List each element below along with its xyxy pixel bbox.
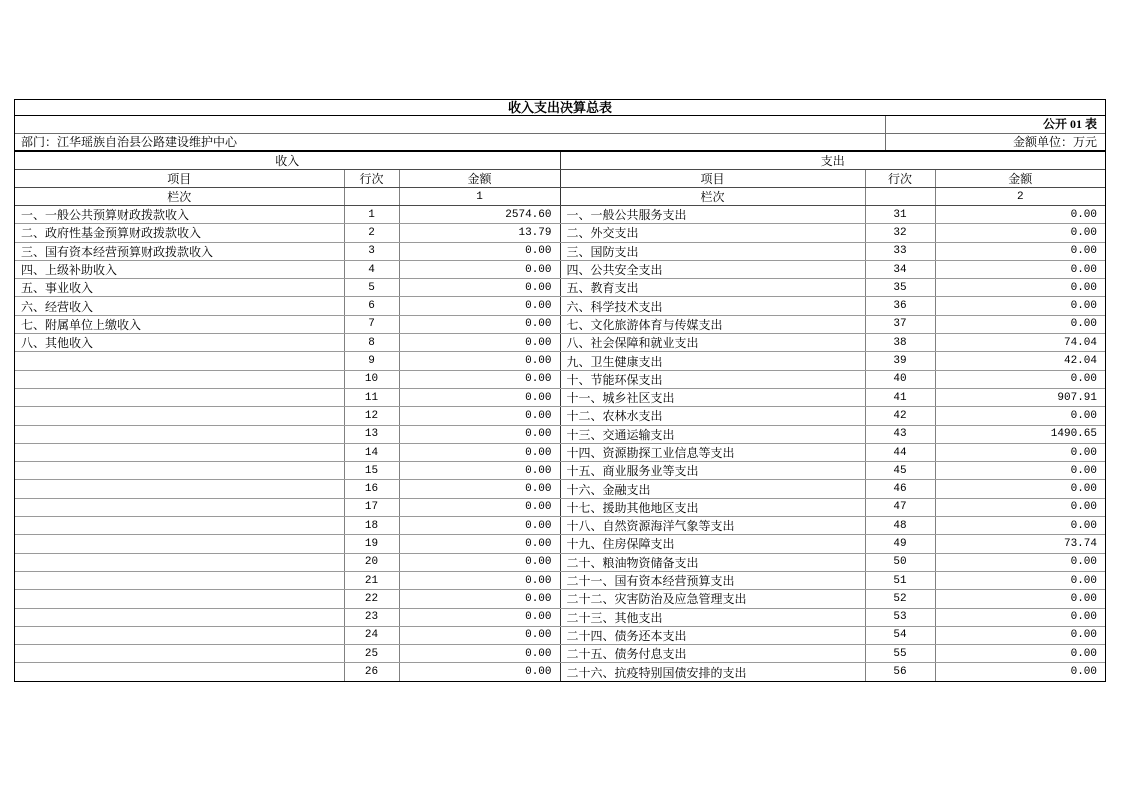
expense-item-label: 九、卫生健康支出 — [560, 352, 865, 370]
table-row — [15, 498, 1105, 516]
income-line-number: 22 — [344, 590, 399, 608]
income-lanci-label: 栏次 — [15, 188, 344, 206]
income-amount-value: 0.00 — [399, 571, 560, 589]
income-line-number: 24 — [344, 626, 399, 644]
income-amount-value: 0.00 — [399, 370, 560, 388]
table-row — [15, 206, 1105, 224]
income-amount-value: 0.00 — [399, 334, 560, 352]
income-amount-column-header: 金额 — [399, 170, 560, 188]
expense-item-label: 十七、援助其他地区支出 — [560, 498, 865, 516]
expense-item-label: 十一、城乡社区支出 — [560, 388, 865, 406]
income-line-number: 16 — [344, 480, 399, 498]
expense-amount-value: 0.00 — [935, 279, 1105, 297]
income-amount-value: 0.00 — [399, 279, 560, 297]
table-row — [15, 608, 1105, 626]
expense-item-label: 十三、交通运输支出 — [560, 425, 865, 443]
expense-line-number: 39 — [865, 352, 935, 370]
expense-line-number: 48 — [865, 517, 935, 535]
table-row — [15, 443, 1105, 461]
expense-amount-value: 74.04 — [935, 334, 1105, 352]
income-item-label — [15, 480, 344, 498]
income-amount-value: 0.00 — [399, 480, 560, 498]
column-header-row — [15, 170, 1105, 188]
expense-amount-value: 0.00 — [935, 608, 1105, 626]
expense-amount-value: 0.00 — [935, 498, 1105, 516]
expense-amount-value: 0.00 — [935, 224, 1105, 242]
income-item-label — [15, 535, 344, 553]
table-row — [15, 370, 1105, 388]
table-row — [15, 462, 1105, 480]
income-amount-value: 0.00 — [399, 517, 560, 535]
expense-amount-column-header: 金额 — [935, 170, 1105, 188]
sheet-number-label: 公开 01 表 — [885, 116, 1105, 133]
income-amount-value: 0.00 — [399, 297, 560, 315]
table-row — [15, 224, 1105, 242]
column-number-row — [15, 188, 1105, 206]
expense-line-number: 42 — [865, 407, 935, 425]
expense-item-label: 十八、自然资源海洋气象等支出 — [560, 517, 865, 535]
expense-line-number: 52 — [865, 590, 935, 608]
expense-item-label: 二十一、国有资本经营预算支出 — [560, 571, 865, 589]
income-item-label — [15, 608, 344, 626]
expense-line-number: 36 — [865, 297, 935, 315]
table-row — [15, 388, 1105, 406]
income-amount-value: 0.00 — [399, 388, 560, 406]
final-accounts-summary-table — [14, 99, 1106, 682]
expense-amount-value: 0.00 — [935, 571, 1105, 589]
income-line-number: 13 — [344, 425, 399, 443]
expense-section-header: 支出 — [560, 152, 1105, 170]
income-amount-value: 0.00 — [399, 462, 560, 480]
expense-column-number: 2 — [935, 188, 1105, 206]
table-row — [15, 663, 1105, 681]
income-section-header: 收入 — [15, 152, 560, 170]
expense-amount-value: 907.91 — [935, 388, 1105, 406]
income-line-number: 4 — [344, 260, 399, 278]
table-row — [15, 315, 1105, 333]
table-row — [15, 517, 1105, 535]
expense-amount-value: 0.00 — [935, 462, 1105, 480]
expense-amount-value: 0.00 — [935, 443, 1105, 461]
income-item-label: 五、事业收入 — [15, 279, 344, 297]
income-line-number: 5 — [344, 279, 399, 297]
income-amount-value: 0.00 — [399, 443, 560, 461]
income-item-label — [15, 645, 344, 663]
income-line-number: 19 — [344, 535, 399, 553]
income-item-label: 二、政府性基金预算财政拨款收入 — [15, 224, 344, 242]
income-line-number: 20 — [344, 553, 399, 571]
expense-amount-value: 0.00 — [935, 242, 1105, 260]
income-item-label — [15, 462, 344, 480]
table-row — [15, 553, 1105, 571]
expense-line-number: 44 — [865, 443, 935, 461]
income-item-label — [15, 425, 344, 443]
expense-item-label: 一、一般公共服务支出 — [560, 206, 865, 224]
income-item-label: 三、国有资本经营预算财政拨款收入 — [15, 242, 344, 260]
expense-amount-value: 0.00 — [935, 297, 1105, 315]
expense-item-label: 十五、商业服务业等支出 — [560, 462, 865, 480]
income-amount-value: 0.00 — [399, 590, 560, 608]
expense-item-label: 十九、住房保障支出 — [560, 535, 865, 553]
income-line-number: 26 — [344, 663, 399, 681]
income-item-label — [15, 370, 344, 388]
table-row — [15, 260, 1105, 278]
expense-item-label: 十六、金融支出 — [560, 480, 865, 498]
expense-line-number: 40 — [865, 370, 935, 388]
income-line-number: 12 — [344, 407, 399, 425]
income-line-number: 21 — [344, 571, 399, 589]
department-label: 部门：江华瑶族自治县公路建设维护中心 — [21, 135, 238, 149]
income-item-label — [15, 517, 344, 535]
income-amount-value: 0.00 — [399, 553, 560, 571]
expense-line-number: 46 — [865, 480, 935, 498]
income-amount-value: 0.00 — [399, 645, 560, 663]
table-row — [15, 352, 1105, 370]
expense-lanci-label: 栏次 — [560, 188, 865, 206]
expense-lanci-empty-cell — [865, 188, 935, 206]
income-lanci-empty-cell — [344, 188, 399, 206]
income-line-number: 1 — [344, 206, 399, 224]
income-line-number: 14 — [344, 443, 399, 461]
expense-item-label: 五、教育支出 — [560, 279, 865, 297]
expense-line-column-header: 行次 — [865, 170, 935, 188]
expense-item-label: 二十三、其他支出 — [560, 608, 865, 626]
income-line-number: 25 — [344, 645, 399, 663]
income-item-label — [15, 352, 344, 370]
expense-line-number: 43 — [865, 425, 935, 443]
expense-item-label: 二十六、抗疫特别国债安排的支出 — [560, 663, 865, 681]
expense-line-number: 38 — [865, 334, 935, 352]
expense-line-number: 55 — [865, 645, 935, 663]
income-item-label: 八、其他收入 — [15, 334, 344, 352]
expense-amount-value: 0.00 — [935, 626, 1105, 644]
expense-amount-value: 0.00 — [935, 206, 1105, 224]
table-row — [15, 279, 1105, 297]
expense-line-number: 45 — [865, 462, 935, 480]
expense-amount-value: 42.04 — [935, 352, 1105, 370]
sheet-number-empty-cell — [15, 116, 885, 133]
expense-item-label: 二十二、灾害防治及应急管理支出 — [560, 590, 865, 608]
income-amount-value: 0.00 — [399, 608, 560, 626]
expense-line-number: 54 — [865, 626, 935, 644]
expense-line-number: 53 — [865, 608, 935, 626]
expense-amount-value: 0.00 — [935, 590, 1105, 608]
expense-amount-value: 0.00 — [935, 260, 1105, 278]
expense-line-number: 50 — [865, 553, 935, 571]
expense-item-label: 七、文化旅游体育与传媒支出 — [560, 315, 865, 333]
expense-amount-value: 0.00 — [935, 370, 1105, 388]
expense-line-number: 33 — [865, 242, 935, 260]
table-title: 收入支出决算总表 — [15, 100, 1105, 116]
sheet-number-row — [15, 116, 1105, 134]
expense-item-column-header: 项目 — [560, 170, 865, 188]
table-row — [15, 407, 1105, 425]
income-line-number: 8 — [344, 334, 399, 352]
table-row — [15, 425, 1105, 443]
expense-line-number: 47 — [865, 498, 935, 516]
table-row — [15, 480, 1105, 498]
income-amount-value: 0.00 — [399, 315, 560, 333]
expense-line-number: 51 — [865, 571, 935, 589]
income-item-label — [15, 388, 344, 406]
expense-item-label: 十四、资源勘探工业信息等支出 — [560, 443, 865, 461]
expense-item-label: 四、公共安全支出 — [560, 260, 865, 278]
income-line-number: 2 — [344, 224, 399, 242]
expense-item-label: 二十五、债务付息支出 — [560, 645, 865, 663]
table-row — [15, 571, 1105, 589]
table-row — [15, 590, 1105, 608]
expense-item-label: 二十、粮油物资储备支出 — [560, 553, 865, 571]
expense-amount-value: 73.74 — [935, 535, 1105, 553]
expense-item-label: 三、国防支出 — [560, 242, 865, 260]
section-header-row — [15, 152, 1105, 170]
income-item-label: 六、经营收入 — [15, 297, 344, 315]
income-item-label — [15, 407, 344, 425]
income-line-number: 23 — [344, 608, 399, 626]
expense-line-number: 32 — [865, 224, 935, 242]
income-line-number: 15 — [344, 462, 399, 480]
income-item-label: 一、一般公共预算财政拨款收入 — [15, 206, 344, 224]
income-amount-value: 0.00 — [399, 425, 560, 443]
income-item-label — [15, 590, 344, 608]
income-item-label — [15, 498, 344, 516]
income-item-label — [15, 443, 344, 461]
income-line-number: 10 — [344, 370, 399, 388]
expense-line-number: 34 — [865, 260, 935, 278]
income-line-number: 11 — [344, 388, 399, 406]
expense-amount-value: 0.00 — [935, 645, 1105, 663]
expense-item-label: 二十四、债务还本支出 — [560, 626, 865, 644]
income-column-number: 1 — [399, 188, 560, 206]
expense-line-number: 35 — [865, 279, 935, 297]
income-line-number: 6 — [344, 297, 399, 315]
income-amount-value: 0.00 — [399, 535, 560, 553]
income-amount-value: 0.00 — [399, 260, 560, 278]
income-item-column-header: 项目 — [15, 170, 344, 188]
expense-amount-value: 0.00 — [935, 407, 1105, 425]
expense-line-number: 31 — [865, 206, 935, 224]
table-row — [15, 645, 1105, 663]
income-item-label — [15, 553, 344, 571]
expense-item-label: 八、社会保障和就业支出 — [560, 334, 865, 352]
expense-line-number: 56 — [865, 663, 935, 681]
expense-amount-value: 0.00 — [935, 480, 1105, 498]
income-amount-value: 0.00 — [399, 407, 560, 425]
table-row — [15, 626, 1105, 644]
table-row — [15, 242, 1105, 260]
expense-item-label: 十二、农林水支出 — [560, 407, 865, 425]
income-amount-value: 0.00 — [399, 498, 560, 516]
income-item-label — [15, 626, 344, 644]
income-amount-value: 0.00 — [399, 626, 560, 644]
income-line-number: 7 — [344, 315, 399, 333]
income-amount-value: 2574.60 — [399, 206, 560, 224]
expense-line-number: 41 — [865, 388, 935, 406]
expense-line-number: 49 — [865, 535, 935, 553]
income-line-number: 18 — [344, 517, 399, 535]
expense-item-label: 六、科学技术支出 — [560, 297, 865, 315]
expense-amount-value: 0.00 — [935, 517, 1105, 535]
income-amount-value: 0.00 — [399, 242, 560, 260]
income-item-label: 四、上级补助收入 — [15, 260, 344, 278]
income-line-number: 9 — [344, 352, 399, 370]
unit-label: 金额单位：万元 — [885, 134, 1105, 150]
income-item-label — [15, 571, 344, 589]
income-item-label: 七、附属单位上缴收入 — [15, 315, 344, 333]
expense-amount-value: 0.00 — [1070, 666, 1097, 679]
expense-amount-value: 0.00 — [935, 553, 1105, 571]
table-row — [15, 334, 1105, 352]
table-row — [15, 535, 1105, 553]
expense-line-number: 37 — [865, 315, 935, 333]
income-amount-value: 0.00 — [399, 663, 560, 681]
income-line-number: 17 — [344, 498, 399, 516]
expense-amount-value: 1490.65 — [935, 425, 1105, 443]
income-expense-table — [15, 152, 1105, 681]
income-line-number: 3 — [344, 242, 399, 260]
income-amount-value: 13.79 — [399, 224, 560, 242]
expense-amount-value: 0.00 — [935, 315, 1105, 333]
expense-item-label: 十、节能环保支出 — [560, 370, 865, 388]
income-line-column-header: 行次 — [344, 170, 399, 188]
table-row — [15, 297, 1105, 315]
income-item-label — [15, 663, 344, 681]
income-amount-value: 0.00 — [399, 352, 560, 370]
department-row — [15, 134, 1105, 152]
expense-item-label: 二、外交支出 — [560, 224, 865, 242]
